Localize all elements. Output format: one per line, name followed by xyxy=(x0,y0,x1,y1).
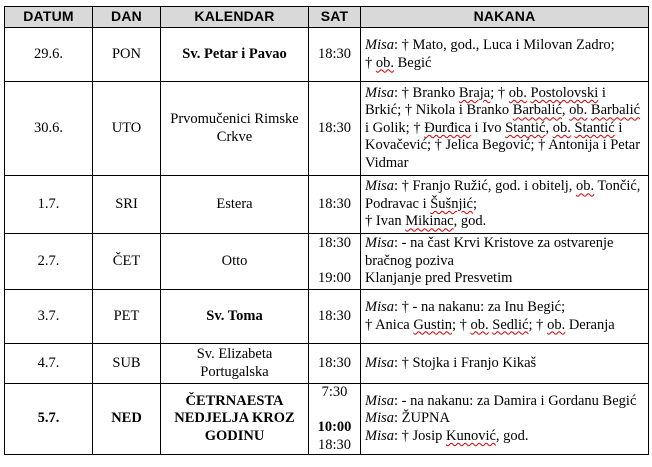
intention-line xyxy=(365,393,644,411)
header-sat: SAT xyxy=(309,7,361,28)
spell-flagged-word: Postolovski xyxy=(530,84,599,101)
spell-flagged-word: Stantić xyxy=(505,119,546,136)
intention-text: : † Josip xyxy=(394,427,446,444)
date-cell: 5.7. xyxy=(5,384,93,455)
mass-time: 18:30 xyxy=(317,119,352,136)
intention-text: : † Stojka i Franjo Kikaš xyxy=(394,354,537,371)
mass-time: 18:30 xyxy=(317,45,352,62)
mass-time: 7:30 xyxy=(321,384,348,400)
intention-cell xyxy=(361,344,649,384)
intention-text: i Ivo xyxy=(470,119,506,136)
header-datum: DATUM xyxy=(5,7,93,28)
header-nakana: NAKANA xyxy=(361,7,649,28)
spell-flagged-word: ob. xyxy=(547,316,566,333)
date-cell: 29.6. xyxy=(5,28,93,82)
spell-flagged-word: Barbalić xyxy=(512,102,562,119)
table-row xyxy=(5,28,649,82)
intention-text: ; † xyxy=(528,316,548,333)
calendar-cell: ČETRNAESTA NEDJELJA KROZ GODINU xyxy=(161,384,309,455)
table-row xyxy=(5,290,649,344)
intention-text: i Golik; † xyxy=(365,119,425,136)
spell-flagged-word: ob. xyxy=(375,54,394,71)
spell-flagged-word: Kunović xyxy=(445,427,496,444)
intention-text: Misa xyxy=(365,178,394,195)
intention-text: : † Branko xyxy=(394,84,459,101)
day-cell: SUB xyxy=(93,344,161,384)
intention-cell xyxy=(361,28,649,82)
day-cell: SRI xyxy=(93,176,161,234)
spell-flagged-word: Mikinac xyxy=(405,213,454,230)
intention-text: ; † xyxy=(490,84,509,101)
table-row xyxy=(5,82,649,176)
intention-line xyxy=(365,55,644,73)
intention-text: Misa xyxy=(365,235,394,252)
day-cell: PET xyxy=(93,290,161,344)
day-cell: PON xyxy=(93,28,161,82)
mass-time: 10:00 xyxy=(317,419,352,435)
intention-line xyxy=(365,85,644,173)
intention-text: i Brkić; † Nikola i Branko xyxy=(365,84,606,119)
intention-text: Klanjanje pred Presvetim xyxy=(365,270,513,287)
intention-text: Misa xyxy=(365,299,394,315)
spell-flagged-word: ob. xyxy=(508,84,527,101)
intention-line xyxy=(365,178,644,213)
intention-text: † xyxy=(365,54,376,71)
spell-flagged-word: ob. xyxy=(552,119,571,136)
intention-line xyxy=(365,37,644,55)
intention-text: Misa xyxy=(365,37,394,53)
table-row xyxy=(5,176,649,234)
mass-schedule-table xyxy=(4,6,649,455)
time-cell xyxy=(309,176,361,234)
day-cell: UTO xyxy=(93,82,161,176)
table-row xyxy=(5,234,649,290)
intention-text: : - na nakanu: za Damira i Gordanu Begić xyxy=(394,392,637,409)
header-dan: DAN xyxy=(93,7,161,28)
intention-line xyxy=(365,317,644,335)
intention-text: † Anica xyxy=(365,316,414,333)
spell-flagged-word: Đurđica xyxy=(424,119,471,136)
intention-text: : † Franjo Ružić, god. i obitelj, xyxy=(394,178,577,195)
header-row xyxy=(5,7,649,28)
calendar-cell: Estera xyxy=(161,176,309,234)
intention-text: , xyxy=(561,102,570,119)
intention-text: : ŽUPNA xyxy=(394,410,450,427)
intention-line xyxy=(365,235,644,270)
header-kalendar: KALENDAR xyxy=(161,7,309,28)
time-cell xyxy=(309,344,361,384)
intention-cell xyxy=(361,82,649,176)
intention-text: † Ivan xyxy=(365,213,406,230)
calendar-cell: Sv. Toma xyxy=(161,290,309,344)
mass-time: 18:30 xyxy=(317,235,352,252)
mass-time: 18:30 xyxy=(317,195,352,212)
mass-time: 18:30 xyxy=(317,307,352,324)
intention-text: : † Mato, god., Luca i Milovan Zadro; xyxy=(394,37,615,53)
mass-time xyxy=(313,402,356,420)
intention-text: , god. xyxy=(495,427,529,444)
intention-text: Misa xyxy=(365,410,394,427)
table-row xyxy=(5,384,649,455)
mass-time: 18:30 xyxy=(317,436,352,453)
intention-text: : † - na nakanu: za Inu Begić; xyxy=(394,299,566,315)
time-cell xyxy=(309,290,361,344)
intention-text: : - na čast Krvi Kristove za ostvarenje bračnog poziva xyxy=(365,235,614,269)
date-cell: 2.7. xyxy=(5,234,93,290)
mass-time: 18:30 xyxy=(317,354,352,371)
intention-line xyxy=(365,355,644,373)
intention-line xyxy=(365,299,644,317)
calendar-cell: Sv. Elizabeta Portugalska xyxy=(161,344,309,384)
intention-line xyxy=(365,213,644,231)
intention-text: i Kovačević; † Jelica Begović; † Antonija i Petar Vidmar xyxy=(365,119,641,171)
intention-text: ; † xyxy=(452,316,471,333)
intention-line xyxy=(365,410,644,428)
day-cell: NED xyxy=(93,384,161,455)
table-row xyxy=(5,344,649,384)
intention-text: Deranja xyxy=(565,316,615,333)
time-cell xyxy=(309,28,361,82)
date-cell: 3.7. xyxy=(5,290,93,344)
date-cell: 1.7. xyxy=(5,176,93,234)
intention-text: ; xyxy=(472,195,477,212)
intention-text: Misa xyxy=(365,392,394,409)
intention-text: Begić xyxy=(394,54,432,71)
calendar-cell: Otto xyxy=(161,234,309,290)
mass-time xyxy=(313,253,356,271)
time-cell xyxy=(309,234,361,290)
spell-flagged-word: Sedlić xyxy=(492,316,529,333)
intention-text: Misa xyxy=(365,427,394,444)
spell-flagged-word: Barbalić xyxy=(590,102,641,119)
spell-flagged-word: ob. xyxy=(470,316,489,333)
time-cell xyxy=(309,82,361,176)
time-cell xyxy=(309,384,361,455)
spell-flagged-word: Stantić xyxy=(574,119,615,136)
intention-text: Misa xyxy=(365,84,394,101)
day-cell: ČET xyxy=(93,234,161,290)
spell-flagged-word: Gustin xyxy=(413,316,452,333)
spell-flagged-word: Braja xyxy=(458,84,491,101)
intention-line xyxy=(365,270,644,288)
spell-flagged-word: ob. xyxy=(576,178,595,195)
intention-cell xyxy=(361,234,649,290)
intention-text: Tončić, Podravac i xyxy=(365,178,641,212)
intention-cell xyxy=(361,384,649,455)
intention-cell xyxy=(361,290,649,344)
date-cell: 30.6. xyxy=(5,82,93,176)
intention-text: Misa xyxy=(365,354,394,371)
spell-flagged-word: ob. xyxy=(569,102,588,119)
intention-text: , god. xyxy=(453,213,487,230)
spell-flagged-word: Šušnjić xyxy=(430,195,473,212)
mass-time: 19:00 xyxy=(317,270,352,287)
intention-text: , xyxy=(545,119,553,136)
intention-line xyxy=(365,428,644,446)
date-cell: 4.7. xyxy=(5,344,93,384)
calendar-cell: Prvomučenici Rimske Crkve xyxy=(161,82,309,176)
intention-cell xyxy=(361,176,649,234)
calendar-cell: Sv. Petar i Pavao xyxy=(161,28,309,82)
